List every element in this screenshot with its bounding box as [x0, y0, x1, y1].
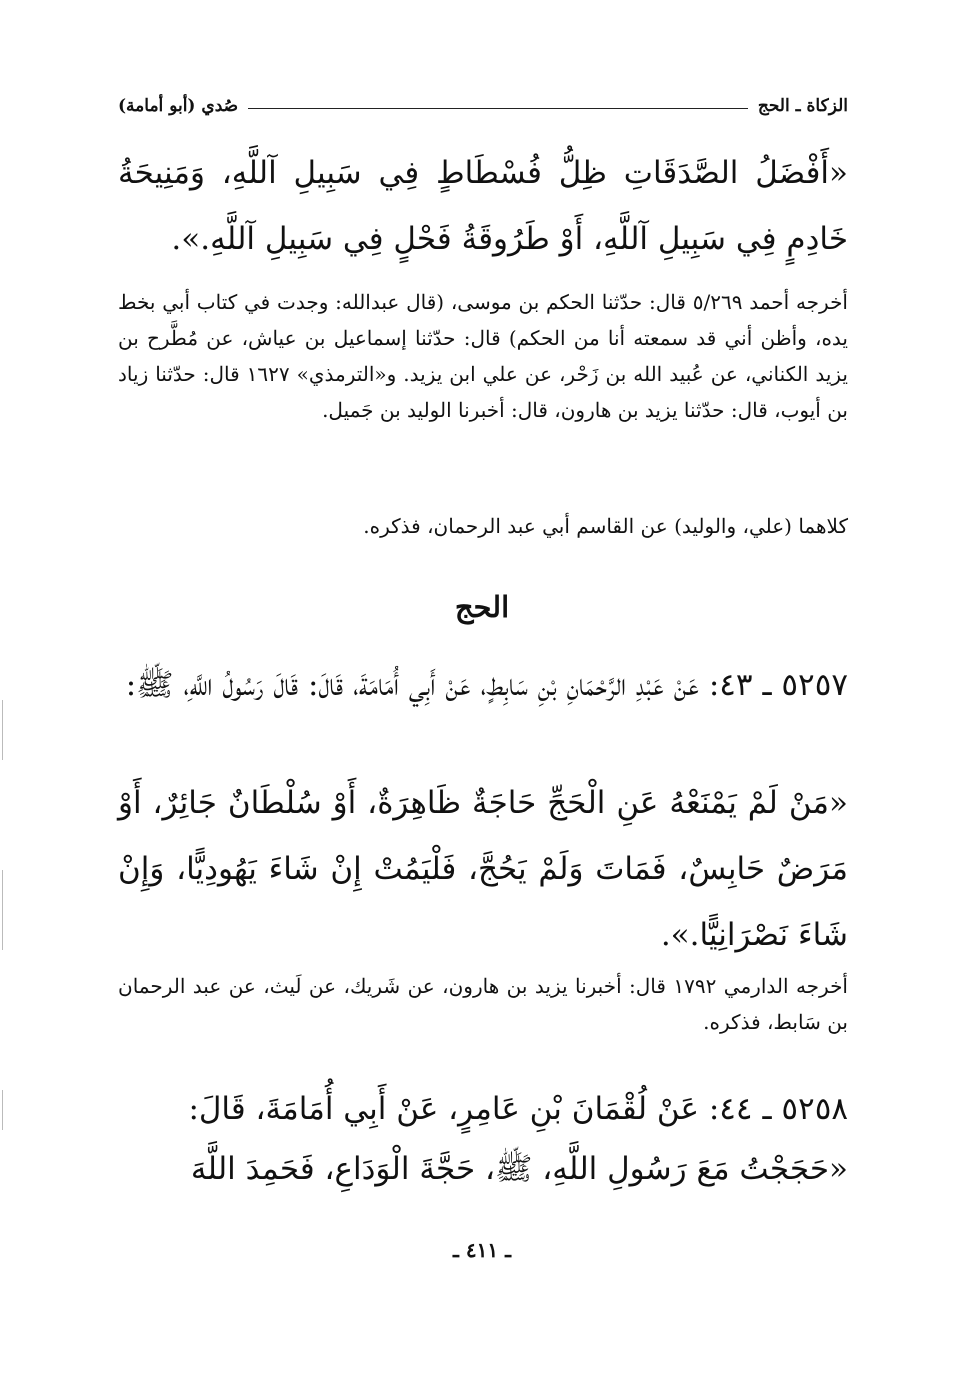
scan-margin-mark	[2, 700, 3, 760]
hadith-5258-intro: ٥٢٥٨ ـ ٤٤: عَنْ لُقْمَانَ بْنِ عَامِرٍ، عَنْ أَبِي أُمَامَةَ، قَالَ:	[188, 1091, 848, 1127]
scan-margin-mark	[2, 1090, 3, 1130]
scan-margin-mark	[2, 870, 3, 950]
hadith-5257-intro: ٥٢٥٧ ـ ٤٣: عَنْ عَبْدِ الرَّحْمَانِ بْنِ سَابِطٍ، عَنْ أَبِي أُمَامَةَ، قَالَ: قَالَ رَسُولُ اللَّهِ، ﷺ:	[125, 667, 848, 703]
takhrij-paragraph-1b: كلاهما (علي، والوليد) عن القاسم أبي عبد الرحمان، فذكره.	[363, 514, 848, 538]
header-narrator-name: صُدي (أبو أمامة)	[118, 96, 239, 116]
hadith-5258-text: «حَجَجْتُ مَعَ رَسُولِ اللَّهِ، ﷺ، حَجَّةَ الْوَدَاعِ، فَحَمِدَ اللَّهَ	[190, 1151, 848, 1187]
header-section-title: الزكاة ـ الحج	[757, 96, 848, 116]
takhrij-paragraph-1: أخرجه أحمد ٥/٢٦٩ قال: حدّثنا الحكم بن موسى، (قال عبدالله: وجدت في كتاب أبي بخط يده، وأظن أني قد سمعته أنا من الحكم) قال: حدّثنا إسماعيل بن عياش، عن مُطَّرح بن يزيد الكناني، عن عُبيد الله بن زَحْر، عن علي ابن يزيد. و«الترمذي» ١٦٢٧ قال: حدّثنا زياد بن أيوب، قال: حدّثنا يزيد بن هارون، قال: أخبرنا الوليد بن جَميل.	[118, 290, 848, 422]
running-header	[118, 92, 848, 120]
takhrij-paragraph-2: أخرجه الدارمي ١٧٩٢ قال: أخبرنا يزيد بن هارون، عن شَريك، عن لَيث، عن عبد الرحمان بن سَابط، فذكره.	[118, 974, 848, 1034]
header-rule	[248, 108, 748, 109]
chapter-title: الحج	[454, 590, 510, 624]
page-number: ـ ٤١١ ـ	[453, 1238, 511, 1262]
hadith-prev-text: «أَفْضَلُ الصَّدَقَاتِ ظِلُّ فُسْطَاطٍ فِي سَبِيلِ آللَّهِ، وَمَنِيحَةُ خَادِمٍ فِي سَبِيلِ آللَّهِ، أَوْ طَرُوقَةُ فَحْلٍ فِي سَبِيلِ آللَّهِ.».	[118, 155, 848, 257]
hadith-5257-text: «مَنْ لَمْ يَمْنَعْهُ عَنِ الْحَجِّ حَاجَةٌ ظَاهِرَةٌ، أَوْ سُلْطَانٌ جَائِرٌ، أَوْ مَرَضٌ حَابِسٌ، فَمَاتَ وَلَمْ يَحُجَّ، فَلْيَمُتْ إِنْ شَاءَ يَهُودِيًّا، وَإِنْ شَاءَ نَصْرَانِيًّا.».	[118, 785, 848, 953]
